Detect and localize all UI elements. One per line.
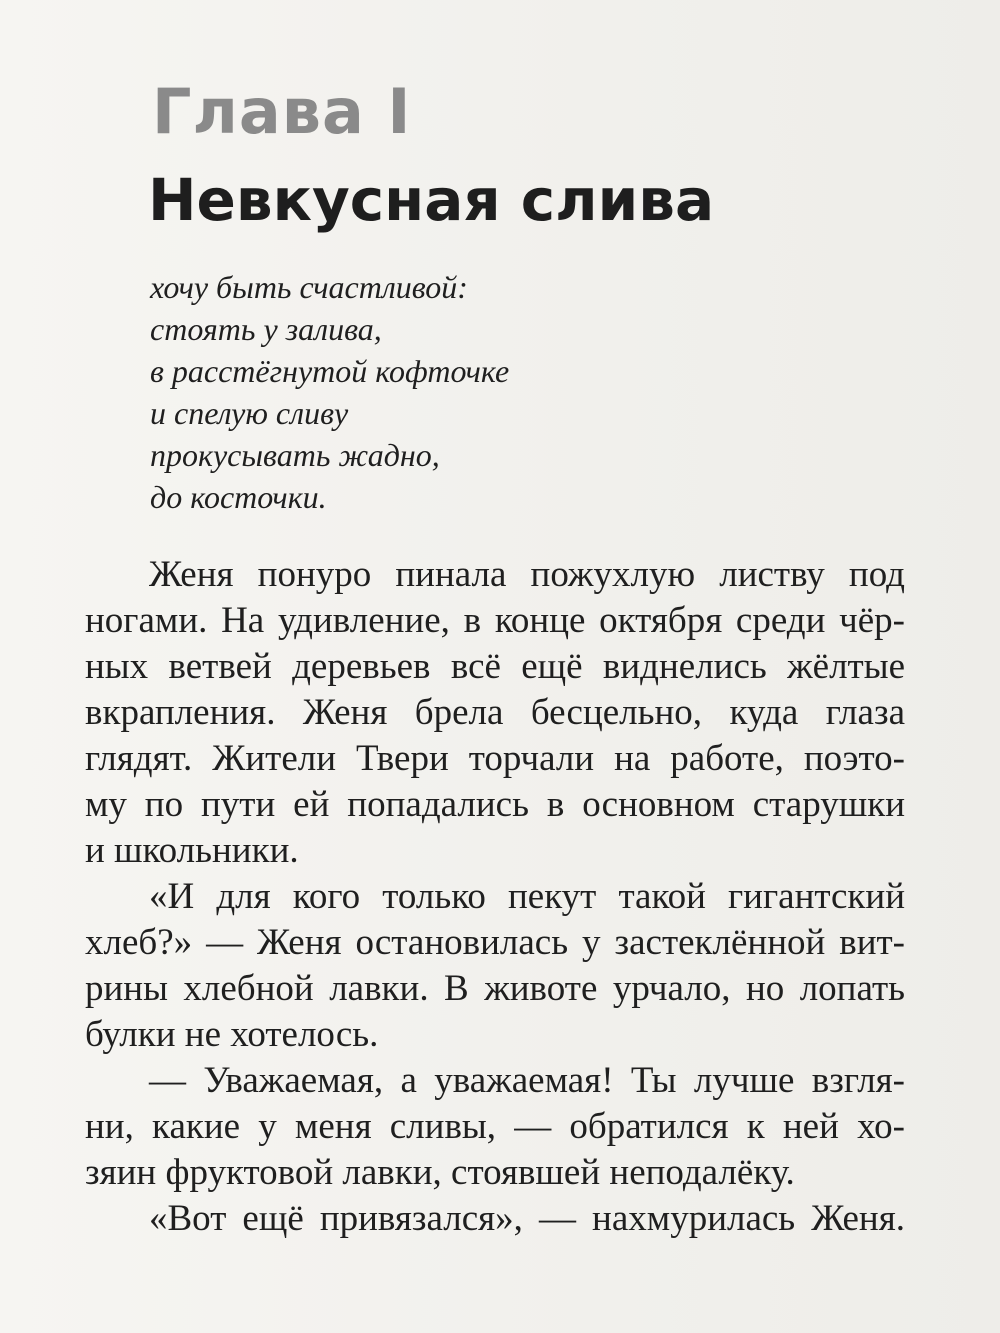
epigraph-line: стоять у залива,	[150, 311, 382, 347]
body-line: Женя понуро пинала пожухлую листву под	[149, 554, 905, 595]
body-line: булки не хотелось.	[85, 1014, 379, 1055]
body-line: ногами. На удивление, в конце октября среди чёр-	[85, 600, 905, 641]
epigraph-line: и спелую сливу	[150, 395, 349, 431]
body-line: ных ветвей деревьев всё ещё виднелись жёлтые	[85, 646, 905, 687]
epigraph-line: в расстёгнутой кофточке	[150, 353, 510, 389]
body-line: рины хлебной лавки. В животе урчало, но лопать	[85, 968, 905, 1009]
body-line: «Вот ещё привязался», — нахмурилась Женя.	[149, 1198, 905, 1239]
body-line: вкрапления. Женя брела бесцельно, куда глаза	[85, 692, 905, 733]
epigraph	[150, 266, 630, 518]
body-line: хлеб?» — Женя остановилась у застеклённой вит-	[85, 922, 905, 963]
chapter-label: Глава I	[152, 75, 412, 148]
epigraph-line: прокусывать жадно,	[150, 437, 440, 473]
chapter-title: Невкусная слива	[148, 166, 715, 234]
body-line: и школьники.	[85, 830, 299, 871]
body-line: — Уважаемая, а уважаемая! Ты лучше взгля-	[149, 1060, 905, 1101]
body-line: глядят. Жители Твери торчали на работе, поэто-	[85, 738, 905, 779]
body-line: «И для кого только пекут такой гигантский	[149, 876, 905, 917]
body-text	[85, 552, 905, 1242]
body-line: зяин фруктовой лавки, стоявшей неподалёку.	[85, 1152, 795, 1193]
body-line: му по пути ей попадались в основном старушки	[85, 784, 905, 825]
epigraph-line: до косточки.	[150, 479, 327, 515]
body-line: ни, какие у меня сливы, — обратился к ней хо-	[85, 1106, 905, 1147]
epigraph-line: хочу быть счастливой:	[150, 269, 468, 305]
